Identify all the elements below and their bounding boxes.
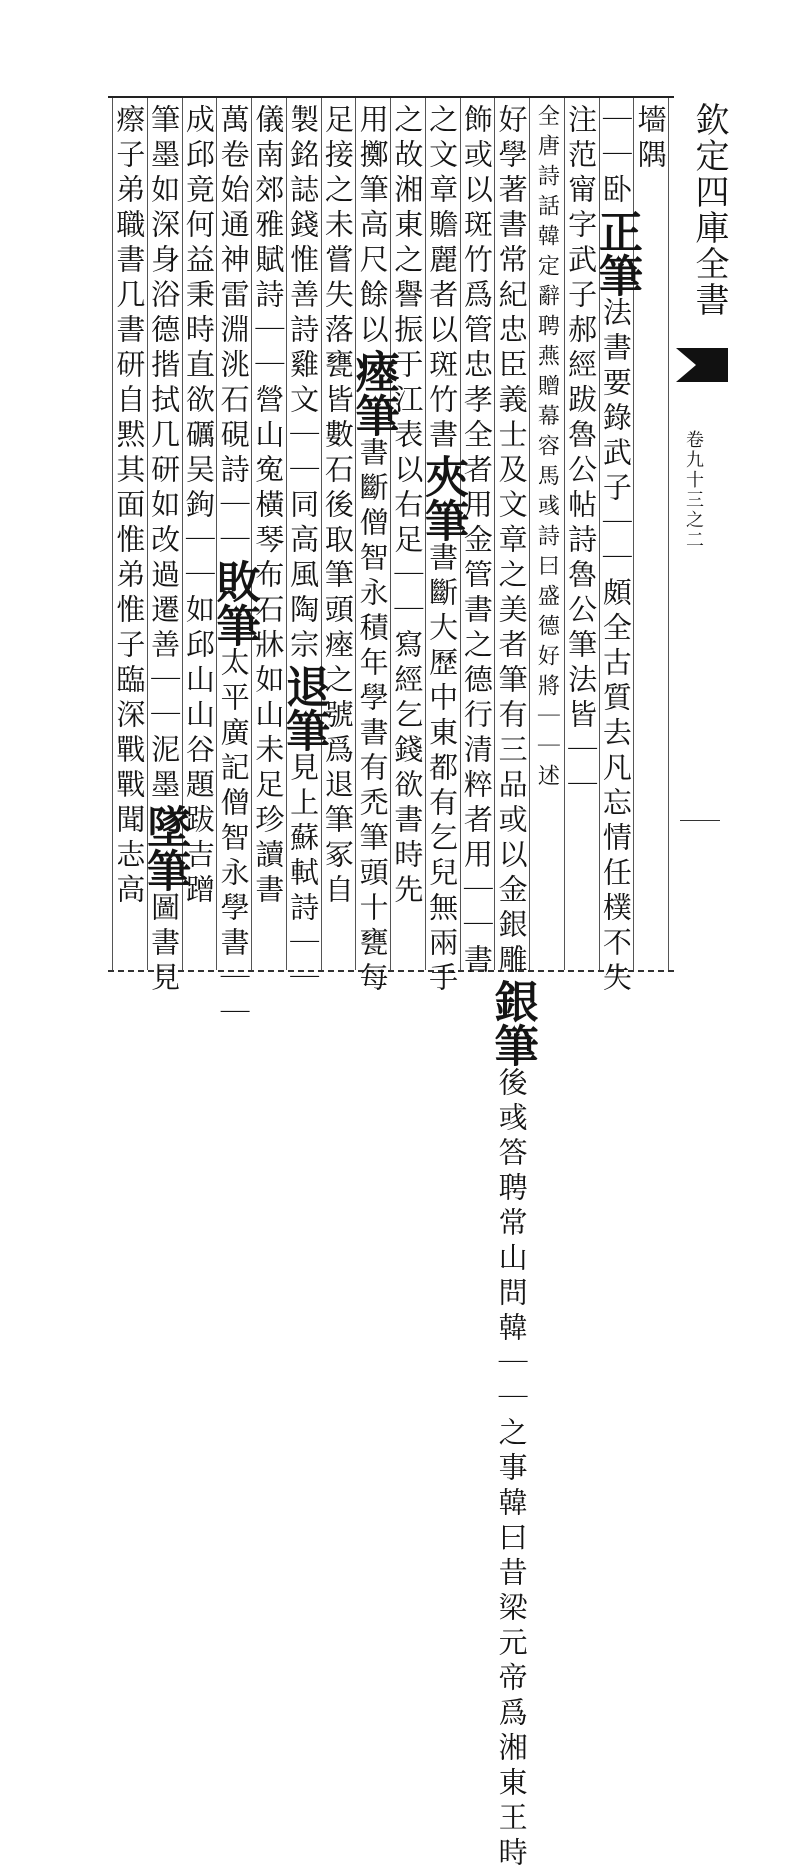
column-text: 注范甯字武子郝經跋魯公帖詩魯公筆法皆｜｜ bbox=[564, 104, 599, 804]
column-text: 瘵子弟職書几書研自黙其面惟弟惟子臨深戰戰聞志高 bbox=[112, 104, 147, 909]
headword: 退筆 bbox=[278, 664, 330, 752]
column-text: 製銘誌錢惟善詩雞文｜｜同高風陶宗 bbox=[286, 104, 321, 664]
headword: 瘞筆 bbox=[347, 349, 399, 437]
column-text: 圖書見 bbox=[147, 892, 182, 997]
text-column bbox=[108, 104, 150, 964]
column-text: 墻隅 bbox=[633, 104, 668, 174]
column-text: 書斷僧智永積年學書有禿筆頭十甕每 bbox=[355, 437, 390, 997]
column-text: 飾或以斑竹爲管忠孝全者用金管書之德行清粹者用｜｜書 bbox=[459, 104, 494, 979]
margin-tick bbox=[680, 820, 720, 821]
column-text: 太平廣記僧智永學書｜｜ bbox=[216, 647, 251, 1032]
column-text: 筆墨如深身浴德揩拭几研如改過遷善｜｜泥墨 bbox=[147, 104, 182, 804]
column-text: 見上蘇軾詩｜｜ bbox=[286, 752, 321, 997]
headword: 墜筆 bbox=[139, 804, 191, 892]
column-text: 儀南郊雅賦詩｜｜營山寃橫琴布石牀如山未足珍讀書 bbox=[251, 104, 286, 909]
headword: 銀筆 bbox=[486, 979, 538, 1067]
headword: 夾筆 bbox=[417, 454, 469, 542]
book-title: 欽定四庫全書 bbox=[689, 102, 729, 318]
column-text: 足接之未嘗失落甕皆數石後取筆頭瘞之號爲退筆冢自 bbox=[320, 104, 355, 909]
column-text: 用擲筆高尺餘以 bbox=[355, 104, 390, 349]
headword: 敗筆 bbox=[208, 559, 260, 647]
fish-tail-mark bbox=[676, 348, 728, 382]
column-text: 全唐詩話韓定辭聘燕贈幕容馬彧詩曰盛德好將｜｜述 bbox=[534, 104, 560, 794]
column-text: 之文章贍麗者以斑竹書 bbox=[425, 104, 460, 454]
volume-label: 卷九十三之二 bbox=[683, 430, 704, 550]
column-text: 後彧答聘常山問韓｜｜之事韓曰昔梁元帝爲湘東王時 bbox=[494, 1067, 529, 1872]
column-text: ｜｜卧 bbox=[598, 104, 633, 209]
page-frame-bottom bbox=[108, 970, 674, 972]
column-text: 法書要錄武子｜｜頗全古質去凡忘情任樸不失 bbox=[598, 297, 633, 997]
column-text: 萬卷始通神雷淵洮石硯詩｜｜ bbox=[216, 104, 251, 559]
column-text: 成邱竟何益秉時直欲礪吴鉤｜｜如邱山山谷題跋吉蹭 bbox=[181, 104, 216, 909]
column-text: 好學著書常紀忠臣義士及文章之美者筆有三品或以金銀雕 bbox=[494, 104, 529, 979]
column-text: 之故湘東之譽振于江表以右足｜｜寫經乞錢欲書時先 bbox=[390, 104, 425, 909]
headword: 正筆 bbox=[590, 209, 642, 297]
column-text: 書斷大歷中東都有乞兒無兩手 bbox=[425, 542, 460, 997]
